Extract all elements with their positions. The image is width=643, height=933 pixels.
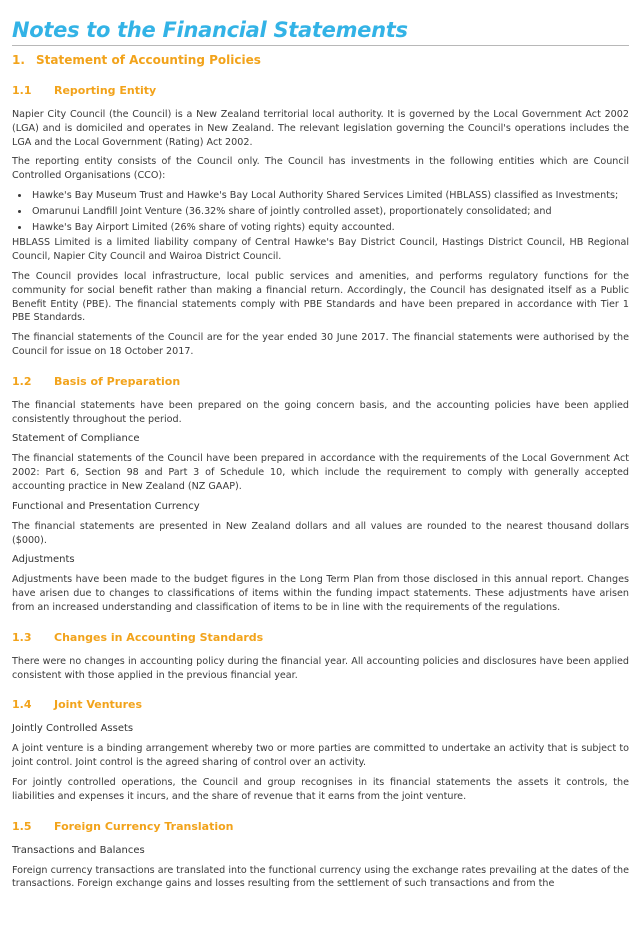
section-heading [12, 52, 629, 68]
heading-title: Reporting Entity [54, 84, 157, 97]
heading-number: 1.5 [12, 819, 32, 833]
list-item: • Hawke's Bay Airport Limited (26% share of voting rights) equity accounted. [30, 221, 629, 235]
paragraph: Foreign currency transactions are translated into the functional currency using the exchange rates prevailing at the dates of the transactions. Foreign exchange gains and losses resulting from the settlement of such transactions and from the [12, 864, 629, 890]
paragraph: HBLASS Limited is a limited liability company of Central Hawke's Bay District Council, Hastings District Council, HB Regional Council, Napier City Council and Wairoa District Council. [12, 237, 629, 263]
paragraph: Napier City Council (the Council) is a New Zealand territorial local authority. It is governed by the Local Government Act 2002 (LGA) and is domiciled and operates in New Zealand. The relevant legislation governing the Council's operations includes the LGA and the Local Government (Rating) Act 2002. [12, 109, 629, 148]
heading-basis-of-preparation [12, 375, 629, 389]
list-item: • Omarunui Landfill Joint Venture (36.32% share of jointly controlled asset), proportionately consolidated; and [30, 205, 629, 219]
heading-number: 1.2 [12, 374, 32, 388]
subheading-adjustments: Adjustments [12, 554, 75, 566]
page-title: Notes to the Financial Statements [12, 18, 408, 42]
heading-title: Changes in Accounting Standards [54, 630, 264, 644]
paragraph: The financial statements of the Council have been prepared in accordance with the requirements of the Local Government Act 2002: Part 6, Section 98 and Part 3 of Schedule 10, which include the requirement to comply with generally accepted accounting practice in New Zealand (NZ GAAP). [12, 453, 629, 492]
list-item: • Hawke's Bay Museum Trust and Hawke's Bay Local Authority Shared Services Limited (HBLASS) classified as Investments; [30, 189, 629, 203]
section-title: Statement of Accounting Policies [36, 53, 261, 67]
paragraph: The reporting entity consists of the Council only. The Council has investments in the following entities which are Council Controlled Organisations (CCO): [12, 156, 629, 182]
paragraph: The Council provides local infrastructure, local public services and amenities, and performs regulatory functions for the community for social benefit rather than making a financial return. Accordingly, the Council has designated itself as a Public Benefit Entity (PBE). The financial statements comply with PBE Standards and have been prepared in accordance with Tier 1 PBE Standards. [12, 270, 629, 324]
paragraph: The financial statements have been prepared on the going concern basis, and the accounting policies have been applied consistently throughout the period. [12, 399, 629, 425]
cco-list [12, 189, 629, 234]
subheading-jointly-controlled-assets: Jointly Controlled Assets [12, 723, 134, 735]
heading-title: Basis of Preparation [54, 374, 181, 388]
title-divider [12, 45, 629, 46]
heading-number: 1.1 [12, 84, 32, 97]
section-number: 1. [12, 53, 25, 67]
heading-number: 1.3 [12, 630, 32, 644]
heading-foreign-currency [12, 820, 629, 834]
subheading-compliance: Statement of Compliance [12, 433, 140, 445]
paragraph: There were no changes in accounting policy during the financial year. All accounting policies and disclosures have been applied consistent with those applied in the previous financial year. [12, 655, 629, 681]
heading-title: Foreign Currency Translation [54, 819, 234, 833]
heading-number: 1.4 [12, 698, 32, 712]
heading-joint-ventures [12, 698, 629, 712]
subheading-transactions-balances: Transactions and Balances [12, 844, 145, 856]
heading-changes-standards [12, 631, 629, 645]
heading-reporting-entity [12, 84, 629, 98]
paragraph: The financial statements are presented in New Zealand dollars and all values are rounded to the nearest thousand dollars ($000). [12, 520, 629, 546]
paragraph: Adjustments have been made to the budget figures in the Long Term Plan from those disclosed in this annual report. Changes have arisen due to changes to classifications of items within the funding impact statements. These adjustments have arisen from an increased understanding and classification of items to be in line with the requirements of the regulations. [12, 574, 629, 613]
paragraph: For jointly controlled operations, the Council and group recognises in its financial statements the assets it controls, the liabilities and expenses it incurs, and the share of revenue that it earns from the joint venture. [12, 776, 629, 802]
paragraph: The financial statements of the Council are for the year ended 30 June 2017. The financial statements were authorised by the Council for issue on 18 October 2017. [12, 332, 629, 357]
paragraph: A joint venture is a binding arrangement whereby two or more parties are committed to undertake an activity that is subject to joint control. Joint control is the agreed sharing of control over an activity. [12, 743, 629, 769]
heading-title: Joint Ventures [54, 698, 143, 712]
subheading-currency: Functional and Presentation Currency [12, 500, 200, 512]
